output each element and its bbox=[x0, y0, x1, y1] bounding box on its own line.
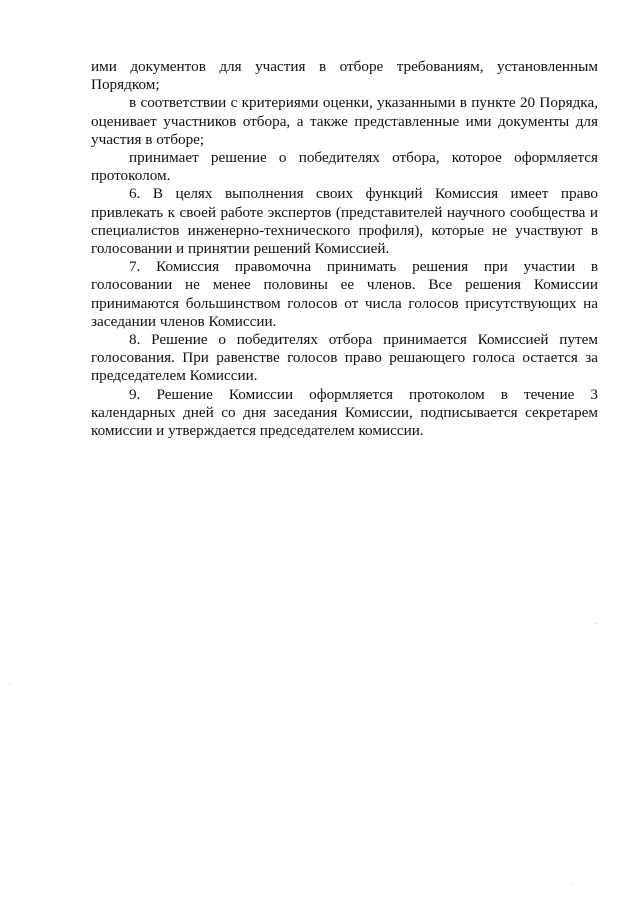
scan-speck bbox=[9, 683, 10, 684]
paragraph: в соответствии с критериями оценки, указанными в пункте 20 Порядка, оценивает участников отбора, а также представленные ими документы для участия в отборе; bbox=[91, 94, 598, 148]
scan-speck bbox=[572, 883, 573, 884]
paragraph: 6. В целях выполнения своих функций Комиссия имеет право привлекать к своей работе экспертов (представителей научного сообщества и специалистов инженерно-технического профиля), которые не участвуют в голосовании и принятии решений Комиссией. bbox=[91, 185, 598, 258]
paragraph: 7. Комиссия правомочна принимать решения при участии в голосовании не менее половины ее членов. Все решения Комиссии принимаются большинством голосов от числа голосов присутствующих на заседании членов Комиссии. bbox=[91, 258, 598, 330]
paragraph: 9. Решение Комиссии оформляется протоколом в течение 3 календарных дней со дня заседания Комиссии, подписывается секретарем комиссии и утверждается председателем комиссии. bbox=[91, 385, 598, 440]
paragraph: 8. Решение о победителях отбора принимается Комиссией путем голосования. При равенстве голосов право решающего голоса остается за председателем Комиссии. bbox=[91, 331, 598, 385]
paragraph: ими документов для участия в отборе требованиям, установленным Порядком; bbox=[91, 58, 598, 94]
scan-speck bbox=[596, 623, 597, 624]
document-body bbox=[91, 58, 598, 440]
paragraph: принимает решение о победителях отбора, которое оформляется протоколом. bbox=[91, 149, 598, 185]
